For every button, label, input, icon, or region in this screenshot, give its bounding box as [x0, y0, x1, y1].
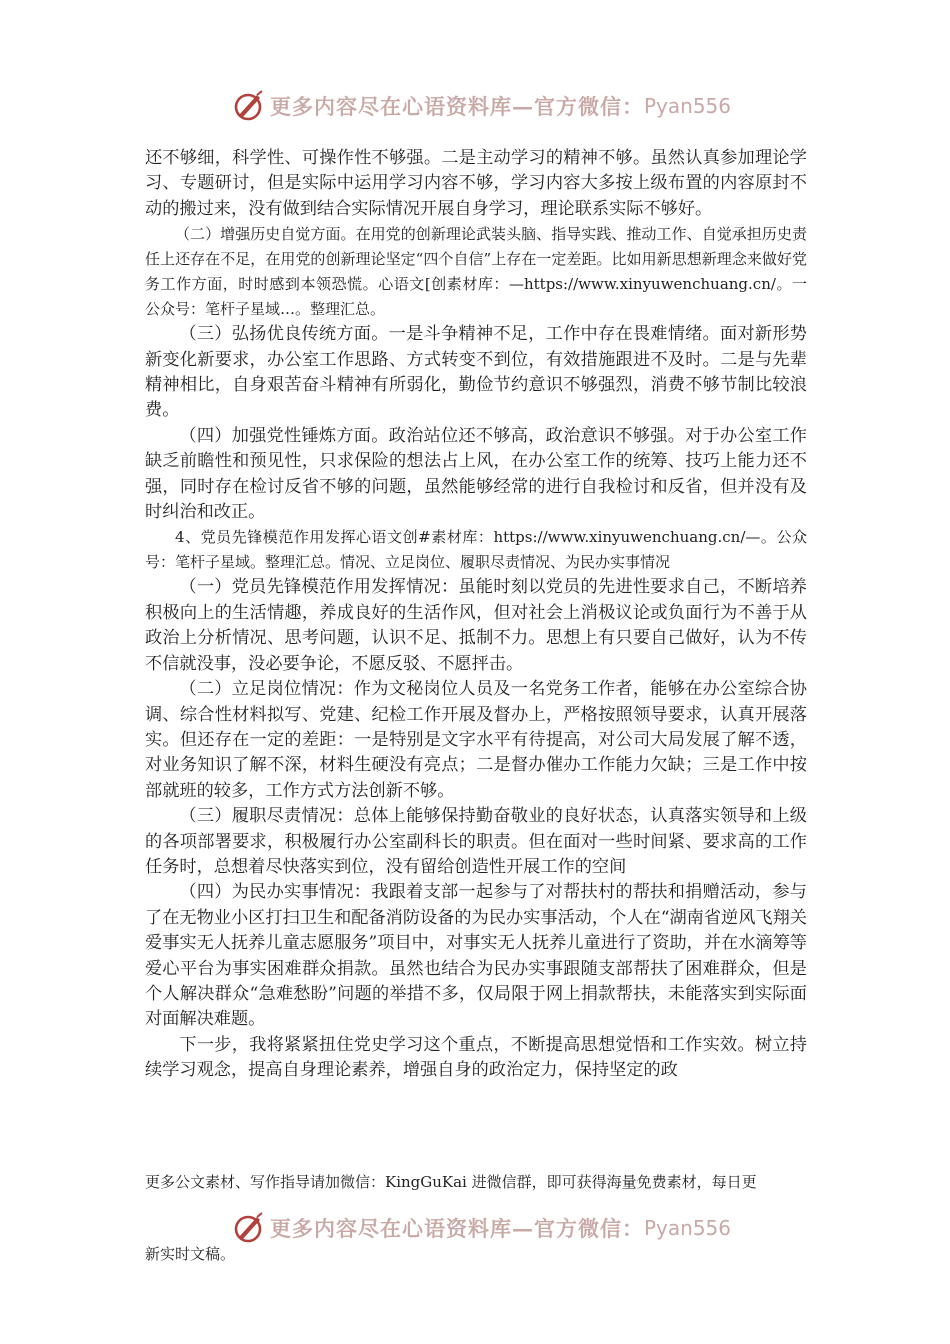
- paragraph-8: （三）履职尽责情况：总体上能够保持勤奋敬业的良好状态，认真落实领导和上级的各项部署要求，积极履行办公室副科长的职责。但在面对一些时间紧、要求高的工作任务时，总想着尽快落实到位，没有留给创造性开展工作的空间: [145, 806, 807, 877]
- header-banner-text: 更多内容尽在心语资料库—官方微信：: [270, 94, 644, 119]
- paragraph-4: （四）加强党性锤炼方面。政治站位还不够高，政治意识不够强。对于办公室工作缺乏前瞻性和预见性，只求保险的想法占上风，在办公室工作的统筹、技巧上能力还不强，同时存在检讨反省不够的问题，虽然能够经常的进行自我检讨和反省，但并没有及时纠治和改正。: [145, 425, 807, 523]
- pen-logo-icon: [232, 1211, 266, 1245]
- paragraph-6: （一）党员先锋模范作用发挥情况：虽能时刻以党员的先进性要求自己，不断培养积极向上的生活情趣，养成良好的生活作风，但对社会上消极议论或负面行为不善于从政治上分析情况、思考问题，认识不足、抵制不力。思想上有只要自己做好，认为不传不信就没事，没必要争论，不愿反驳、不愿抨击。: [145, 577, 807, 674]
- footer-banner: [232, 1208, 731, 1248]
- paragraph-3: （三）弘扬优良传统方面。一是斗争精神不足，工作中存在畏难情绪。面对新形势新变化新要求，办公室工作思路、方式转变不到位，有效措施跟进不及时。二是与先辈精神相比，自身艰苦奋斗精神有所弱化，勤俭节约意识不够强烈，消费不够节制比较浪费。: [145, 324, 807, 421]
- paragraph-7: （二）立足岗位情况：作为文秘岗位人员及一名党务工作者，能够在办公室综合协调、综合性材料拟写、党建、纪检工作开展及督办上，严格按照领导要求，认真开展落实。但还存在一定的差距：一是特别是文字水平有待提高，对公司大局发展了解不透，对业务知识了解不深，材料生硬没有亮点；二是督办催办工作能力欠缺；三是工作中按部就班的较多，工作方式方法创新不够。: [145, 679, 807, 801]
- paragraph-2: （二）增强历史自觉方面。在用党的创新理论武装头脑、指导实践、推动工作、自觉承担历史责任上还存在不足，在用党的创新理论坚定“四个自信”上存在一定差距。比如用新思想新理念来做好党务工作方面，时时感到本领恐慌。心语文[创素材库：—https://www.xinyuwenchuang.cn/。一公众号：笔杆子星域…。整理汇总。: [145, 225, 807, 319]
- footer-wechat-id: Pyan556: [644, 1216, 732, 1240]
- pen-logo-icon: [232, 89, 266, 123]
- footer-promo-tail: 新实时文稿。: [145, 1245, 236, 1263]
- footer-banner-text: 更多内容尽在心语资料库—官方微信：: [270, 1216, 644, 1241]
- paragraph-9: （四）为民办实事情况：我跟着支部一起参与了对帮扶村的帮扶和捐赠活动，参与了在无物业小区打扫卫生和配备消防设备的为民办实事活动，个人在“湖南省逆风飞翔关爱事实无人抚养儿童志愿服务”项目中，对事实无人抚养儿童进行了资助，并在水滴筹等爱心平台为事实困难群众捐款。虽然也结合为民办实事跟随支部帮扶了困难群众，但是个人解决群众“急难愁盼”问题的举措不多，仅局限于网上捐款帮扶，未能落实到实际面对面解决难题。: [145, 882, 807, 1030]
- paragraph-10: 下一步，我将紧紧扭住党史学习这个重点，不断提高思想觉悟和工作实效。树立持续学习观念，提高自身理论素养，增强自身的政治定力，保持坚定的政: [145, 1034, 807, 1081]
- paragraph-1: 还不够细，科学性、可操作性不够强。二是主动学习的精神不够。虽然认真参加理论学习、专题研讨，但是实际中运用学习内容不够，学习内容大多按上级布置的内容原封不动的搬过来，没有做到结合实际情况开展自身学习，理论联系实际不够好。: [145, 148, 807, 219]
- header-banner: [232, 86, 731, 126]
- footer-promo-line: 更多公文素材、写作指导请加微信：KingGuKai 进微信群，即可获得海量免费素材，每日更: [145, 1173, 757, 1191]
- paragraph-5-heading: 4、党员先锋模范作用发挥心语文创#素材库：https://www.xinyuwenchuang.cn/—。公众号：笔杆子星域。整理汇总。情况、立足岗位、履职尽责情况、为民办实事情况: [145, 528, 807, 572]
- document-body: [145, 146, 807, 1084]
- header-wechat-id: Pyan556: [644, 94, 732, 118]
